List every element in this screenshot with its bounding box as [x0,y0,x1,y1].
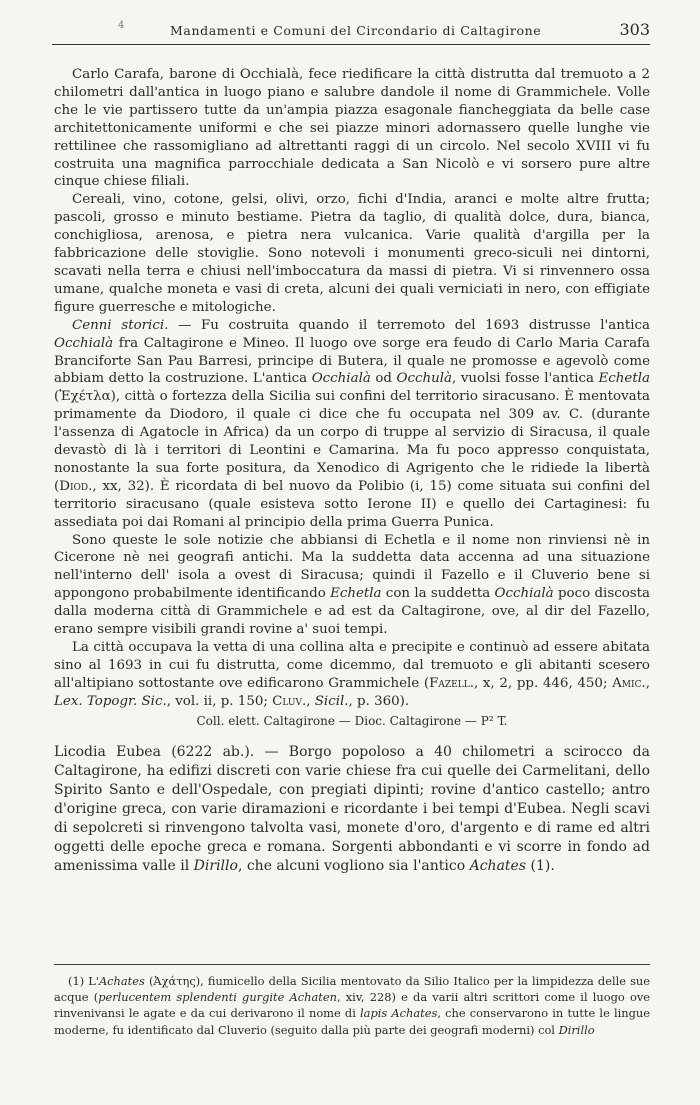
paragraph-products: Cereali, vino, cotone, gelsi, olivi, orzo, fichi d'India, aranci e molte altre frutta; pascoli, grosso e minuto bestiame. Pietra da taglio, di qualità dolce, dura, bianca, conchigliosa, arenosa, e pietra nera vulcanica. Varie qualità d'argilla per la fabbricazione delle stoviglie. Sono notevoli i monumenti greco-siculi nei dintorni, scavati nella terra e chiusi nell'imboccatura da massi di pietra. Vi si rinvennero ossa umane, qualche moneta e vasi di creta, alcuni dei quali verniciati in nero, con effigiate figure guerresche e mitologiche. [54,192,650,315]
main-text [54,66,650,876]
page-number: 303 [619,20,650,39]
entry-licodia-eubea: Licodia Eubea (6222 ab.). — Borgo popoloso a 40 chilometri a scirocco da Caltagirone, ha edifizi discreti con varie chiese fra cui quelle dei Carmelitani, dello Spirito Santo e dell'Ospedale, con pregiati dipinti; rovine d'antico castello; antro d'origine greca, con varie diramazioni e ricordante i bei tempi d'Eubea. Negli scavi di sepolcreti si rinvengono talvolta vasi, monete d'oro, d'argento e di rame ed altri oggetti delle epoche greca e romana. Sorgenti abbondanti e vi scorre in fondo ad amenissima valle il Dirillo, che alcuni vogliono sia l'antico Achates (1). [54,743,650,875]
section-label: Cenni storici. [72,317,169,333]
running-title: Mandamenti e Comuni del Circondario di Caltagirone [170,23,542,38]
footnote [54,964,650,1038]
header-mark: 4 [118,20,125,31]
paragraph-city-site: La città occupava la vetta di una collina alta e precipite e continuò ad essere abitata sino al 1693 in cui fu distrutta, come dicemmo, dal tremuoto e gli abitanti scesero all'altipiano sottostante ove edificarono Grammichele (Fazell., x, 2, pp. 446, 450; Amic., Lex. Topogr. Sic., vol. ii, p. 150; Cluv., Sicil., p. 360). [54,640,650,709]
footnote-reference: (1). [526,858,555,875]
footnote-text: (1) L'Achates (Ἀχάτης), fiumicello della Sicilia mentovato da Silio Italico per la limpidezza delle sue acque (perlucentem splendenti gurgite Achaten, xiv, 228) e da varii altri scrittori come il luogo ove rinvenivansi le agate e da cui derivarono il nome di lapis Achates, che conservarono in tutte le lingue moderne, fu identificato dal Cluverio (seguito dalla più parte dei geografi moderni) col Dirillo [54,974,651,1037]
paragraph-echetla: Sono queste le sole notizie che abbiansi di Echetla e il nome non rinviensi nè in Cicerone nè nei geografi antichi. Ma la suddetta data accenna ad una situazione nell'interno dell' isola a ovest di Siracusa; quindi il Fazello e il Cluverio bene si appongono probabilmente identificando Echetla con la suddetta Occhialà poco discosta dalla moderna città di Grammichele e ad est da Caltagirone, ove, al dir del Fazello, erano sempre visibili grandi rovine a' suoi tempi. [54,532,650,638]
running-header [52,18,650,45]
entry-name: Licodia Eubea [54,743,161,760]
paragraph-grammichele-founding: Carlo Carafa, barone di Occhialà, fece riedificare la città distrutta dal tremuoto a 2 chilometri dall'antica in luogo piano e salubre dandole il nome di Grammichele. Volle che le vie partissero tutte da un'ampia piazza esagonale fiancheggiata da belle case architettonicamente uniformi e che sei piazze minori adornassero quelle lunghe vie rettilinee che rassomigliano ad altrettanti raggi di un circolo. Nel secolo XVIII vi fu costruita una magnifica parrocchiale dedicata a San Nicolò e vi sorsero pure altre cinque chiese filiali. [54,67,650,190]
paragraph-historical-notes: Cenni storici. — Fu costruita quando il terremoto del 1693 distrusse l'antica Occhialà fra Caltagirone e Mineo. Il luogo ove sorge era feudo di Carlo Maria Carafa Branciforte San Pau Barresi, principe di Butera, il quale ne promosse e agevolò come abbiam detto la costruzione. L'antica Occhialà od Occhulà, vuolsi fosse l'antica Echetla (Ἐχέτλα), città o fortezza della Sicilia sui confini del territorio siracusano. È mentovata primamente da Diodoro, il quale ci dice che fu occupata nel 309 av. C. (durante l'assenza di Agatocle in Africa) da un corpo di truppe al servizio di Siracusa, il quale devastò di là i territori di Leontini e Camarina. Ma fu poco appresso conquistata, nonostante la sua forte positura, da Xenodico di Agrigento che le ridiede la libertà (Diod., xx, 32). È ricordata di bel nuovo da Polibio (i, 15) come situata sui confini del territorio siracusano (quale esisteva sotto Ierone II) e quello dei Cartaginesi: fu assediata poi dai Romani al principio della prima Guerra Punica. [54,317,650,530]
electoral-college-line: Coll. elett. Caltagirone — Dioc. Caltagirone — P² T. [196,713,508,728]
